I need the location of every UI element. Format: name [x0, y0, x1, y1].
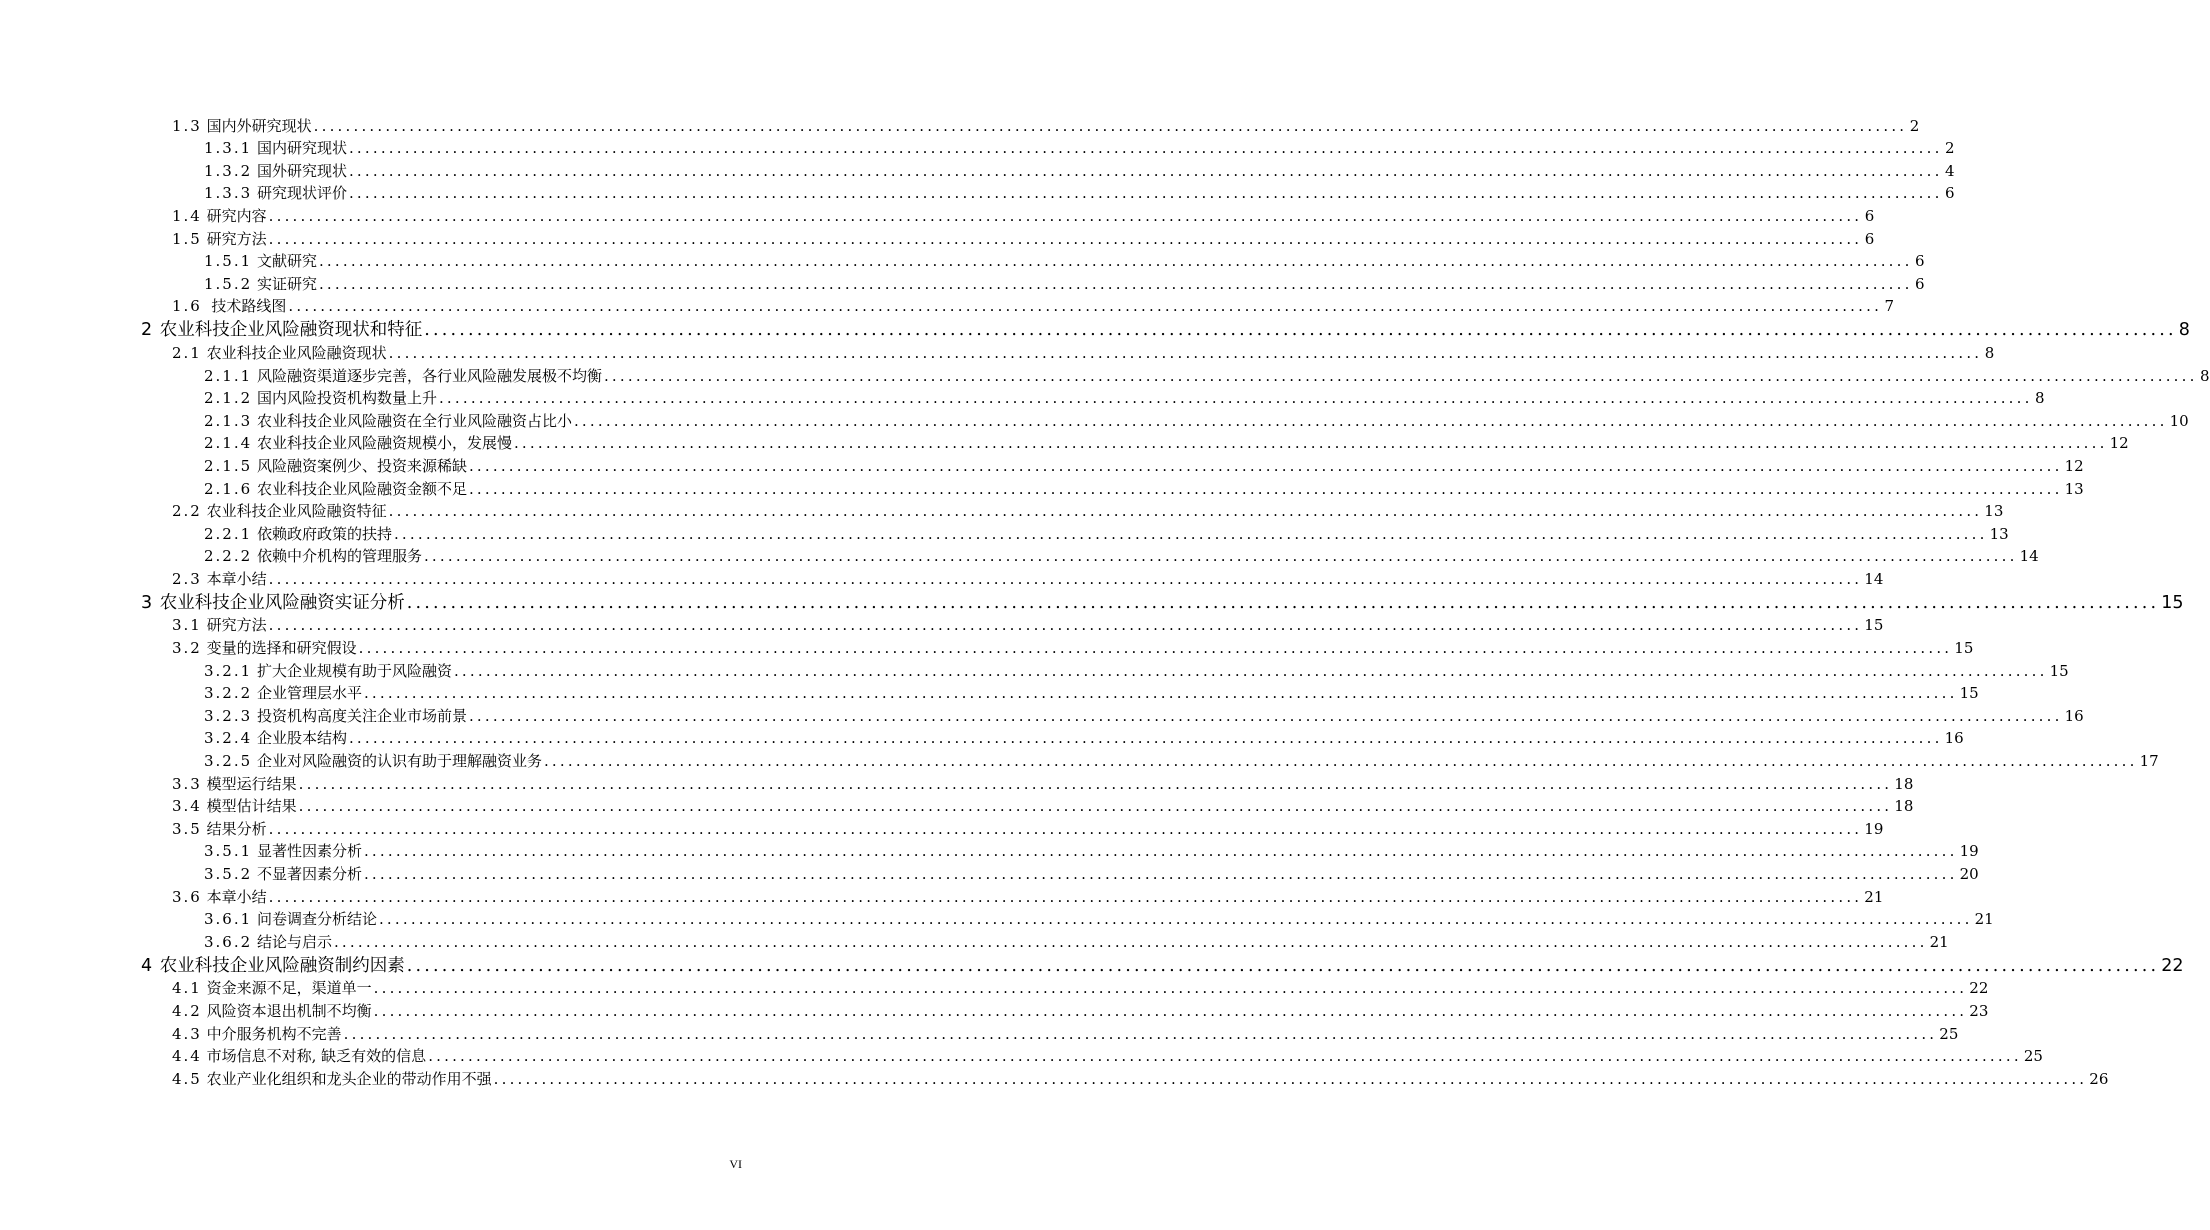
- toc-entry-title: 农业科技企业风险融资特征: [206, 502, 387, 521]
- toc-entry-page: 6: [1915, 252, 1925, 271]
- toc-entry-title: 农业科技企业风险融资规模小，发展慢: [256, 434, 512, 453]
- toc-entry-title: 模型运行结果: [206, 774, 297, 793]
- toc-entry-page: 7: [1884, 297, 1895, 316]
- toc-entry-page: 10: [2169, 411, 2189, 430]
- toc-entry-page: 8: [2035, 389, 2045, 408]
- toc-leader-dots: ........................................................................................................................................................................................................: [363, 842, 1958, 861]
- toc-entry-title: 变量的选择和研究假设: [206, 639, 357, 658]
- toc-leader-dots: ........................................................................................................................................................................................................: [468, 479, 2063, 498]
- toc-entry-number: 2.2.2: [204, 547, 253, 566]
- toc-entry-number: 3: [141, 592, 155, 613]
- toc-entry-page: 21: [1864, 887, 1884, 906]
- toc-leader-dots: ........................................................................................................................................................................................................: [333, 932, 1928, 951]
- table-of-contents: [0, 113, 2210, 1089]
- toc-entry-page: 16: [1944, 729, 1964, 748]
- toc-entry-label: [141, 593, 407, 613]
- toc-entry[interactable]: [0, 499, 2004, 522]
- toc-entry-label: [204, 183, 349, 203]
- toc-entry[interactable]: [0, 316, 2190, 341]
- toc-entry[interactable]: [0, 613, 1884, 636]
- toc-entry-label: [204, 433, 514, 453]
- toc-entry-title: 中介服务机构不完善: [206, 1024, 342, 1043]
- toc-entry-label: [204, 661, 454, 681]
- toc-leader-dots: ........................................................................................................................................................................................................: [603, 366, 2198, 385]
- toc-leader-dots: ........................................................................................................................................................................................................: [373, 979, 1968, 998]
- toc-entry-page: 13: [1989, 524, 2009, 543]
- toc-entry[interactable]: [0, 453, 2084, 476]
- toc-entry-title: 研究内容: [206, 206, 267, 225]
- toc-entry-title: 结论与启示: [256, 932, 332, 951]
- toc-entry[interactable]: [0, 249, 1925, 272]
- toc-entry-label: [204, 388, 439, 408]
- toc-entry-page: 13: [1984, 502, 2004, 521]
- toc-entry-number: 3.2.2: [204, 684, 253, 703]
- toc-leader-dots: ........................................................................................................................................................................................................: [388, 502, 1983, 521]
- toc-leader-dots: ........................................................................................................................................................................................................: [373, 1001, 1968, 1020]
- toc-entry-title: 模型估计结果: [206, 797, 297, 816]
- toc-leader-dots: ........................................................................................................................................................................................................: [393, 524, 1988, 543]
- toc-entry[interactable]: [0, 521, 2009, 544]
- toc-leader-dots: ........................................................................................................................................................................................................: [348, 729, 1943, 748]
- toc-entry-title: 文献研究: [256, 252, 317, 271]
- toc-entry-label: [204, 161, 349, 181]
- toc-entry-number: 4.3: [172, 1024, 202, 1043]
- toc-entry-page: 15: [2049, 661, 2069, 680]
- toc-leader-dots: ........................................................................................................................................................................................................: [268, 819, 1863, 838]
- toc-entry-number: 3.5.2: [204, 865, 253, 883]
- toc-entry-number: 2.2: [172, 502, 202, 521]
- toc-entry-page: 22: [1969, 979, 1989, 998]
- toc-entry-title: 国内研究现状: [256, 139, 347, 158]
- toc-entry-number: 2.1.4: [204, 434, 253, 453]
- toc-entry-page: 8: [2200, 366, 2210, 385]
- toc-leader-dots: ........................................................................................................................................................................................................: [268, 229, 1863, 248]
- toc-entry[interactable]: [0, 271, 1925, 294]
- toc-entry-page: 21: [1974, 910, 1994, 929]
- toc-entry-page: 15: [2161, 592, 2184, 613]
- toc-entry-number: 2.1.5: [204, 456, 253, 475]
- toc-entry-label: [172, 638, 359, 658]
- toc-entry-label: [172, 796, 299, 816]
- toc-entry-title: 农业科技企业风险融资制约因素: [159, 955, 405, 976]
- toc-entry-label: [204, 546, 424, 566]
- toc-entry[interactable]: [0, 794, 1914, 817]
- toc-entry-title: 研究现状评价: [256, 184, 347, 203]
- toc-entry[interactable]: [0, 203, 1875, 226]
- toc-entry[interactable]: [0, 748, 2159, 771]
- toc-entry-page: 12: [2109, 434, 2129, 453]
- toc-entry[interactable]: [0, 635, 1974, 658]
- toc-entry-title: 技术路线图: [206, 297, 287, 316]
- toc-entry-title: 研究方法: [206, 229, 267, 248]
- toc-entry-number: 3.5: [172, 819, 202, 838]
- toc-leader-dots: ........................................................................................................................................................................................................: [298, 774, 1893, 793]
- toc-entry-number: 2.1.1: [204, 366, 253, 385]
- toc-entry-number: 3.2.5: [204, 752, 253, 771]
- toc-leader-dots: ........................................................................................................................................................................................................: [363, 684, 1958, 703]
- toc-entry-number: 4.2: [172, 1001, 202, 1020]
- toc-entry-label: [141, 320, 424, 340]
- toc-entry-label: [172, 229, 269, 249]
- toc-entry-number: 3.5.1: [204, 842, 253, 861]
- toc-entry-page: 26: [2089, 1069, 2109, 1088]
- toc-entry-page: 18: [1894, 774, 1914, 793]
- toc-entry-page: 8: [1984, 343, 1995, 362]
- toc-entry-page: 6: [1864, 206, 1875, 225]
- toc-entry-number: 1.3.1: [204, 139, 253, 158]
- toc-entry-title: 农业科技企业风险融资在全行业风险融资占比小: [256, 411, 572, 430]
- toc-entry-number: 3.4: [172, 797, 202, 816]
- toc-leader-dots: ........................................................................................................................................................................................................: [343, 1024, 1938, 1043]
- toc-entry[interactable]: [0, 1044, 2043, 1067]
- toc-leader-dots: ........................................................................................................................................................................................................: [348, 161, 1943, 180]
- toc-entry[interactable]: [0, 1021, 1959, 1044]
- toc-entry[interactable]: [0, 181, 1955, 204]
- toc-entry-title: 本章小结: [206, 887, 267, 906]
- toc-entry-label: [204, 728, 349, 748]
- toc-entry-label: [172, 819, 269, 839]
- toc-entry-number: 3.2.3: [204, 706, 253, 725]
- toc-leader-dots: ........................................................................................................................................................................................................: [468, 456, 2063, 475]
- toc-entry[interactable]: [0, 386, 2045, 409]
- toc-entry-label: [204, 864, 364, 884]
- toc-entry-title: 农业科技企业风险融资实证分析: [159, 592, 405, 613]
- toc-leader-dots: ........................................................................................................................................................................................................: [313, 116, 1908, 135]
- toc-entry-title: 农业科技企业风险融资现状: [206, 343, 387, 362]
- toc-leader-dots: ........................................................................................................................................................................................................: [378, 910, 1973, 929]
- toc-entry-title: 扩大企业规模有助于风险融资: [256, 661, 452, 680]
- toc-entry-label: [172, 501, 389, 521]
- toc-entry-number: 3.2.4: [204, 729, 253, 748]
- toc-entry-title: 国外研究现状: [256, 161, 347, 180]
- toc-entry-label: [204, 274, 319, 294]
- toc-leader-dots: ........................................................................................................................................................................................................: [493, 1069, 2088, 1088]
- toc-entry-title: 市场信息不对称, 缺乏有效的信息: [206, 1047, 427, 1066]
- toc-leader-dots: ........................................................................................................................................................................................................: [406, 955, 2160, 976]
- toc-entry-title: 国内外研究现状: [206, 116, 312, 135]
- toc-entry-page: 19: [1959, 842, 1979, 861]
- toc-entry-page: 17: [2139, 752, 2159, 771]
- toc-entry-number: 1.5.1: [204, 252, 253, 271]
- toc-leader-dots: ........................................................................................................................................................................................................: [438, 389, 2033, 408]
- toc-entry-title: 农业产业化组织和龙头企业的带动作用不强: [206, 1069, 492, 1088]
- toc-entry-number: 2.1.2: [204, 389, 253, 408]
- toc-entry-page: 6: [1915, 274, 1925, 293]
- toc-entry-label: [204, 706, 469, 726]
- toc-entry[interactable]: [0, 976, 1989, 999]
- toc-leader-dots: ........................................................................................................................................................................................................: [358, 639, 1953, 658]
- toc-entry[interactable]: [0, 884, 1884, 907]
- toc-entry-number: 1.6: [172, 297, 202, 316]
- toc-entry[interactable]: [0, 907, 1994, 930]
- toc-entry-label: [172, 615, 269, 635]
- toc-leader-dots: ........................................................................................................................................................................................................: [406, 592, 2160, 613]
- toc-entry-page: 6: [1945, 184, 1955, 203]
- toc-entry-number: 1.5.2: [204, 274, 253, 293]
- toc-entry-number: 3.2: [172, 639, 202, 658]
- toc-entry-label: [172, 1046, 428, 1066]
- toc-leader-dots: ........................................................................................................................................................................................................: [423, 547, 2018, 566]
- toc-entry-title: 风险融资案例少、投资来源稀缺: [256, 456, 467, 475]
- toc-entry-label: [204, 366, 604, 386]
- toc-entry-page: 15: [1864, 616, 1884, 635]
- toc-entry-label: [141, 956, 407, 976]
- toc-entry-label: [172, 206, 269, 226]
- toc-entry-title: 企业股本结构: [256, 729, 347, 748]
- toc-entry-number: 3.6: [172, 887, 202, 906]
- toc-entry[interactable]: [0, 226, 1875, 249]
- toc-entry-title: 研究方法: [206, 616, 267, 635]
- toc-entry[interactable]: [0, 771, 1914, 794]
- toc-entry-number: 2.1: [172, 343, 202, 362]
- toc-entry-number: 2.2.1: [204, 524, 253, 543]
- toc-entry-page: 2: [1945, 139, 1955, 158]
- toc-leader-dots: ........................................................................................................................................................................................................: [268, 206, 1863, 225]
- toc-entry[interactable]: [0, 476, 2084, 499]
- toc-leader-dots: ........................................................................................................................................................................................................: [573, 411, 2168, 430]
- toc-entry[interactable]: [0, 294, 1895, 317]
- toc-leader-dots: ........................................................................................................................................................................................................: [318, 274, 1913, 293]
- toc-leader-dots: ........................................................................................................................................................................................................: [288, 297, 1883, 316]
- toc-entry[interactable]: [0, 408, 2189, 431]
- toc-entry[interactable]: [0, 1066, 2109, 1089]
- toc-entry-number: 2.1.6: [204, 479, 253, 498]
- toc-entry-page: 15: [1959, 684, 1979, 703]
- toc-entry-page: 13: [2064, 479, 2084, 498]
- toc-entry-page: 8: [2178, 320, 2190, 341]
- toc-entry-label: [204, 138, 349, 158]
- toc-entry-page: 15: [1954, 639, 1974, 658]
- toc-entry[interactable]: [0, 726, 1964, 749]
- toc-entry-page: 14: [2019, 547, 2039, 566]
- toc-entry-page: 19: [1864, 819, 1884, 838]
- toc-entry-label: [204, 751, 544, 771]
- toc-entry-title: 依赖中介机构的管理服务: [256, 547, 422, 566]
- toc-entry[interactable]: [0, 952, 2184, 976]
- toc-entry-number: 1.3: [172, 116, 202, 135]
- toc-entry-number: 3.1: [172, 616, 202, 635]
- toc-entry[interactable]: [0, 839, 1979, 862]
- toc-entry-title: 农业科技企业风险融资金额不足: [256, 479, 467, 498]
- toc-entry-title: 结果分析: [206, 819, 267, 838]
- toc-entry-title: 农业科技企业风险融资现状和特征: [159, 320, 423, 341]
- toc-entry-title: 企业对风险融资的认识有助于理解融资业务: [256, 752, 542, 771]
- toc-entry-title: 问卷调查分析结论: [256, 910, 377, 929]
- toc-entry[interactable]: [0, 589, 2184, 613]
- toc-entry-page: 20: [1959, 865, 1979, 883]
- toc-entry-title: 本章小结: [206, 569, 267, 588]
- toc-entry-number: 4.4: [172, 1047, 202, 1066]
- toc-leader-dots: ........................................................................................................................................................................................................: [318, 252, 1913, 271]
- toc-entry-number: 2.3: [172, 569, 202, 588]
- toc-entry-label: [172, 774, 299, 794]
- toc-leader-dots: ........................................................................................................................................................................................................: [468, 706, 2063, 725]
- toc-entry-title: 资金来源不足，渠道单一: [206, 979, 372, 998]
- toc-entry-number: 1.4: [172, 206, 202, 225]
- toc-entry-number: 4.1: [172, 979, 202, 998]
- toc-entry-title: 风险资本退出机制不均衡: [206, 1001, 372, 1020]
- toc-entry[interactable]: [0, 340, 1995, 363]
- toc-entry-label: [172, 1024, 344, 1044]
- toc-leader-dots: ........................................................................................................................................................................................................: [268, 616, 1863, 635]
- toc-entry-label: [172, 887, 269, 907]
- toc-entry-page: 25: [2023, 1047, 2043, 1066]
- toc-entry-title: 依赖政府政策的扶持: [256, 524, 392, 543]
- toc-entry-label: [204, 479, 469, 499]
- toc-entry-label: [172, 569, 269, 589]
- toc-entry-page: 25: [1939, 1024, 1959, 1043]
- toc-entry[interactable]: [0, 861, 1979, 884]
- toc-entry-label: [204, 932, 334, 952]
- toc-leader-dots: ........................................................................................................................................................................................................: [543, 752, 2138, 771]
- toc-leader-dots: ........................................................................................................................................................................................................: [388, 343, 1983, 362]
- toc-entry-number: 2.1.3: [204, 411, 253, 430]
- toc-entry[interactable]: [0, 929, 1949, 952]
- toc-entry[interactable]: [0, 136, 1955, 159]
- toc-leader-dots: ........................................................................................................................................................................................................: [348, 184, 1943, 203]
- toc-entry-number: 4: [141, 955, 155, 976]
- toc-entry[interactable]: [0, 681, 1979, 704]
- toc-entry-number: 1.5: [172, 229, 202, 248]
- toc-entry[interactable]: [0, 816, 1884, 839]
- toc-entry-title: 国内风险投资机构数量上升: [256, 389, 437, 408]
- toc-entry-number: 2: [141, 320, 155, 341]
- toc-entry-label: [172, 343, 389, 363]
- toc-entry-page: 16: [2064, 706, 2084, 725]
- page-number: VI: [729, 1157, 742, 1171]
- toc-entry[interactable]: [0, 998, 1989, 1021]
- toc-entry-page: 4: [1945, 161, 1955, 180]
- toc-entry-label: [172, 1069, 494, 1089]
- toc-entry-label: [204, 251, 319, 271]
- toc-entry[interactable]: [0, 658, 2069, 681]
- toc-entry-title: 显著性因素分析: [256, 842, 362, 861]
- toc-leader-dots: ........................................................................................................................................................................................................: [268, 887, 1863, 906]
- toc-entry-label: [204, 456, 469, 476]
- toc-leader-dots: ........................................................................................................................................................................................................: [348, 139, 1943, 158]
- toc-entry-page: 21: [1929, 932, 1949, 951]
- toc-entry-label: [204, 683, 364, 703]
- toc-leader-dots: ........................................................................................................................................................................................................: [363, 865, 1958, 883]
- toc-entry[interactable]: [0, 158, 1955, 181]
- toc-leader-dots: ........................................................................................................................................................................................................: [298, 797, 1893, 816]
- toc-entry-page: 18: [1894, 797, 1914, 816]
- toc-entry-page: 14: [1864, 569, 1884, 588]
- toc-leader-dots: ........................................................................................................................................................................................................: [428, 1047, 2022, 1066]
- toc-entry-label: [204, 909, 379, 929]
- toc-entry[interactable]: [0, 113, 1920, 136]
- toc-entry-number: 3.3: [172, 774, 202, 793]
- toc-entry-title: 风险融资渠道逐步完善，各行业风险融发展极不均衡: [256, 366, 602, 385]
- toc-entry-title: 投资机构高度关注企业市场前景: [256, 706, 467, 725]
- toc-entry-label: [172, 978, 374, 998]
- toc-entry[interactable]: [0, 431, 2129, 454]
- toc-entry-label: [204, 524, 394, 544]
- toc-entry-label: [204, 411, 574, 431]
- toc-entry-number: 3.6.1: [204, 910, 253, 929]
- toc-entry-number: 4.5: [172, 1069, 202, 1088]
- toc-entry-number: 3.6.2: [204, 932, 253, 951]
- toc-entry-number: 1.3.3: [204, 184, 253, 203]
- toc-entry-number: 3.2.1: [204, 661, 253, 680]
- toc-entry-title: 不显著因素分析: [256, 865, 362, 883]
- toc-entry-label: [172, 296, 288, 316]
- toc-entry-page: 12: [2064, 456, 2084, 475]
- toc-entry-title: 企业管理层水平: [256, 684, 362, 703]
- toc-entry-page: 6: [1864, 229, 1875, 248]
- toc-entry[interactable]: [0, 363, 2210, 386]
- toc-entry[interactable]: [0, 566, 1884, 589]
- toc-entry[interactable]: [0, 544, 2039, 567]
- toc-leader-dots: ........................................................................................................................................................................................................: [424, 320, 2177, 341]
- toc-entry-label: [172, 1001, 374, 1021]
- toc-leader-dots: ........................................................................................................................................................................................................: [268, 569, 1863, 588]
- toc-entry-label: [172, 116, 314, 136]
- toc-entry-title: 实证研究: [256, 274, 317, 293]
- toc-entry[interactable]: [0, 703, 2084, 726]
- toc-entry-page: 22: [2161, 955, 2184, 976]
- toc-leader-dots: ........................................................................................................................................................................................................: [513, 434, 2108, 453]
- toc-entry-label: [204, 841, 364, 861]
- toc-entry-page: 23: [1969, 1001, 1989, 1020]
- toc-leader-dots: ........................................................................................................................................................................................................: [453, 661, 2048, 680]
- toc-entry-number: 1.3.2: [204, 161, 253, 180]
- toc-entry-page: 2: [1909, 116, 1920, 135]
